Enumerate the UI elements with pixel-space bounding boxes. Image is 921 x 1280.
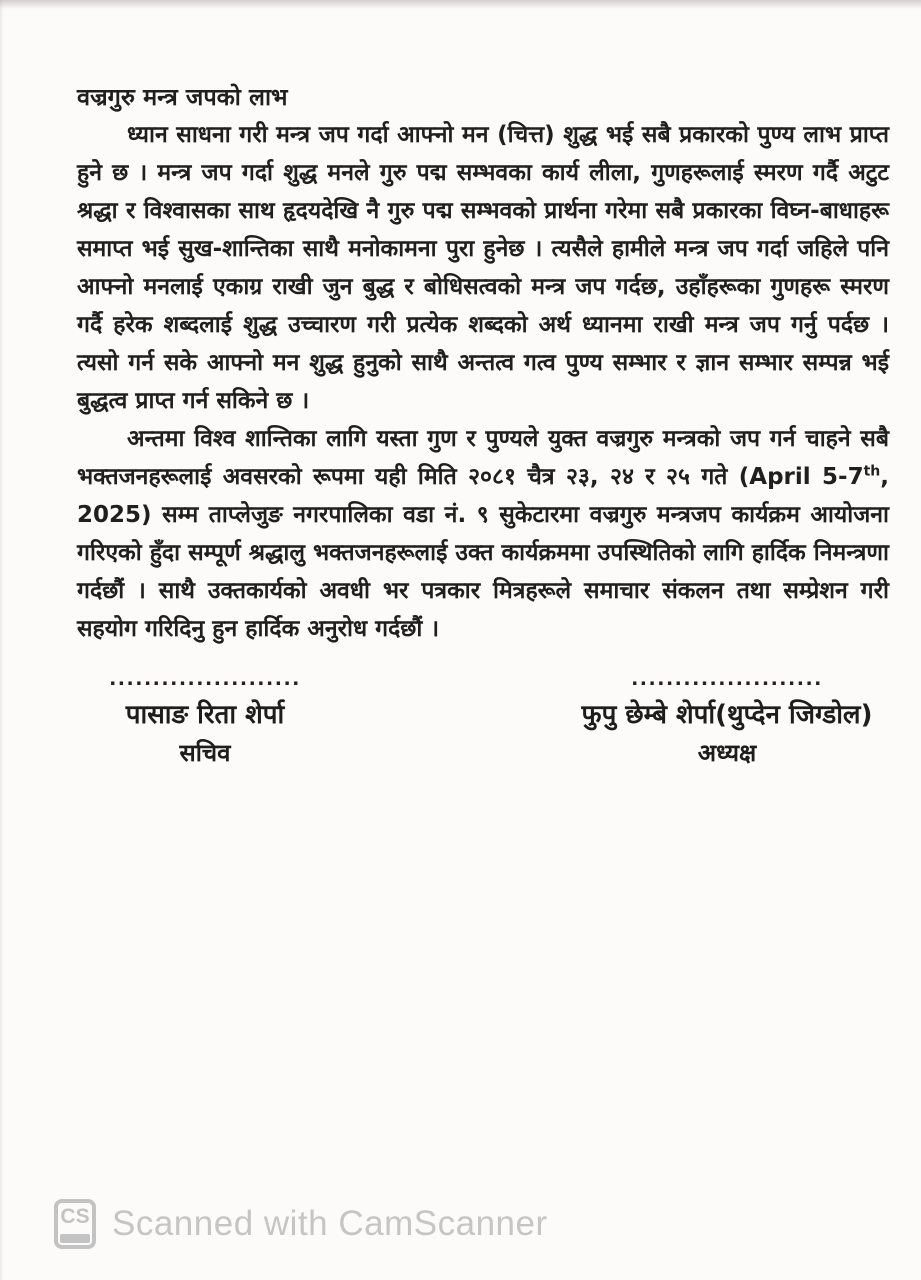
signatory-name: फुपु छेम्बे शेर्पा(थुप्देन जिग्डोल)	[581, 700, 873, 730]
camscanner-logo-letters: CS	[60, 1205, 90, 1228]
camscanner-logo-icon	[54, 1199, 96, 1249]
signature-dotted-line: ......................	[631, 668, 823, 690]
paragraph-1: ध्यान साधना गरी मन्त्र जप गर्दा आफ्नो मन (चित्त) शुद्ध भई सबै प्रकारको पुण्य लाभ प्राप्त हुने छ । मन्त्र जप गर्दा शुद्ध मनले गुरु पद्म सम्भवका कार्य लीला, गुणहरूलाई स्मरण गर्दै अटुट श्रद्धा र विश्वासका साथ हृदयदेखि नै गुरु पद्म सम्भवको प्रार्थना गरेमा सबै प्रकारका विघ्न-बाधाहरू समाप्त भई सुख-शान्तिका साथै मनोकामना पुरा हुनेछ । त्यसैले हामीले मन्त्र जप गर्दा जहिले पनि आफ्नो मनलाई एकाग्र राखी जुन बुद्ध र बोधिसत्वको मन्त्र जप गर्दछ, उहाँहरूका गुणहरू स्मरण गर्दै हरेक शब्दलाई शुद्ध उच्चारण गरी प्रत्येक शब्दको अर्थ ध्यानमा राखी मन्त्र जप गर्नु पर्दछ । त्यसो गर्न सके आफ्नो मन शुद्ध हुनुको साथै अन्तत्व गत्व पुण्य सम्भार र ज्ञान सम्भार सम्पन्न भई बुद्धत्व प्राप्त गर्न सकिने छ ।	[77, 122, 889, 414]
document-body	[77, 78, 889, 648]
signature-dotted-line: ......................	[109, 668, 301, 690]
paragraph-2-superscript: th	[863, 463, 881, 480]
scan-edge-shadow-left	[0, 0, 4, 1280]
paragraph-2	[77, 420, 889, 648]
paragraph-2-text-after: , 2025) सम्म ताप्लेजुङ नगरपालिका वडा नं. ९ सुकेटारमा वज्रगुरु मन्त्रजप कार्यक्रम आयोजना गरिएको हुँदा सम्पूर्ण श्रद्धालु भक्तजनहरूलाई उक्त कार्यक्रममा उपस्थितिको लागि हार्दिक निमन्त्रणा गर्दछौं । साथै उक्तकार्यको अवधी भर पत्रकार मित्रहरूले समाचार संकलन तथा सम्प्रेशन गरी सहयोग गरिदिनु हुन हार्दिक अनुरोध गर्दछौं ।	[77, 464, 889, 642]
document-heading: वज्रगुरु मन्त्र जपको लाभ	[77, 83, 288, 111]
paragraph-2-text-before: अन्तमा विश्व शान्तिका लागि यस्ता गुण र पुण्यले युक्त वज्रगुरु मन्त्रको जप गर्न चाहने सबै भक्तजनहरूलाई अवसरको रूपमा यही मिति २०८१ चैत्र २३, २४ र २५ गते (April 5-7	[77, 426, 889, 490]
camscanner-logo-bar	[60, 1234, 90, 1243]
camscanner-watermark	[54, 1199, 548, 1249]
camscanner-watermark-text: Scanned with CamScanner	[112, 1204, 548, 1243]
scan-edge-shadow	[0, 0, 921, 9]
signatory-name: पासाङ रिता शेर्पा	[125, 700, 285, 730]
signature-block-secretary	[85, 668, 325, 768]
signatory-title: सचिव	[179, 739, 231, 767]
signature-block-chairman	[552, 668, 902, 768]
signatory-title: अध्यक्ष	[697, 739, 757, 767]
